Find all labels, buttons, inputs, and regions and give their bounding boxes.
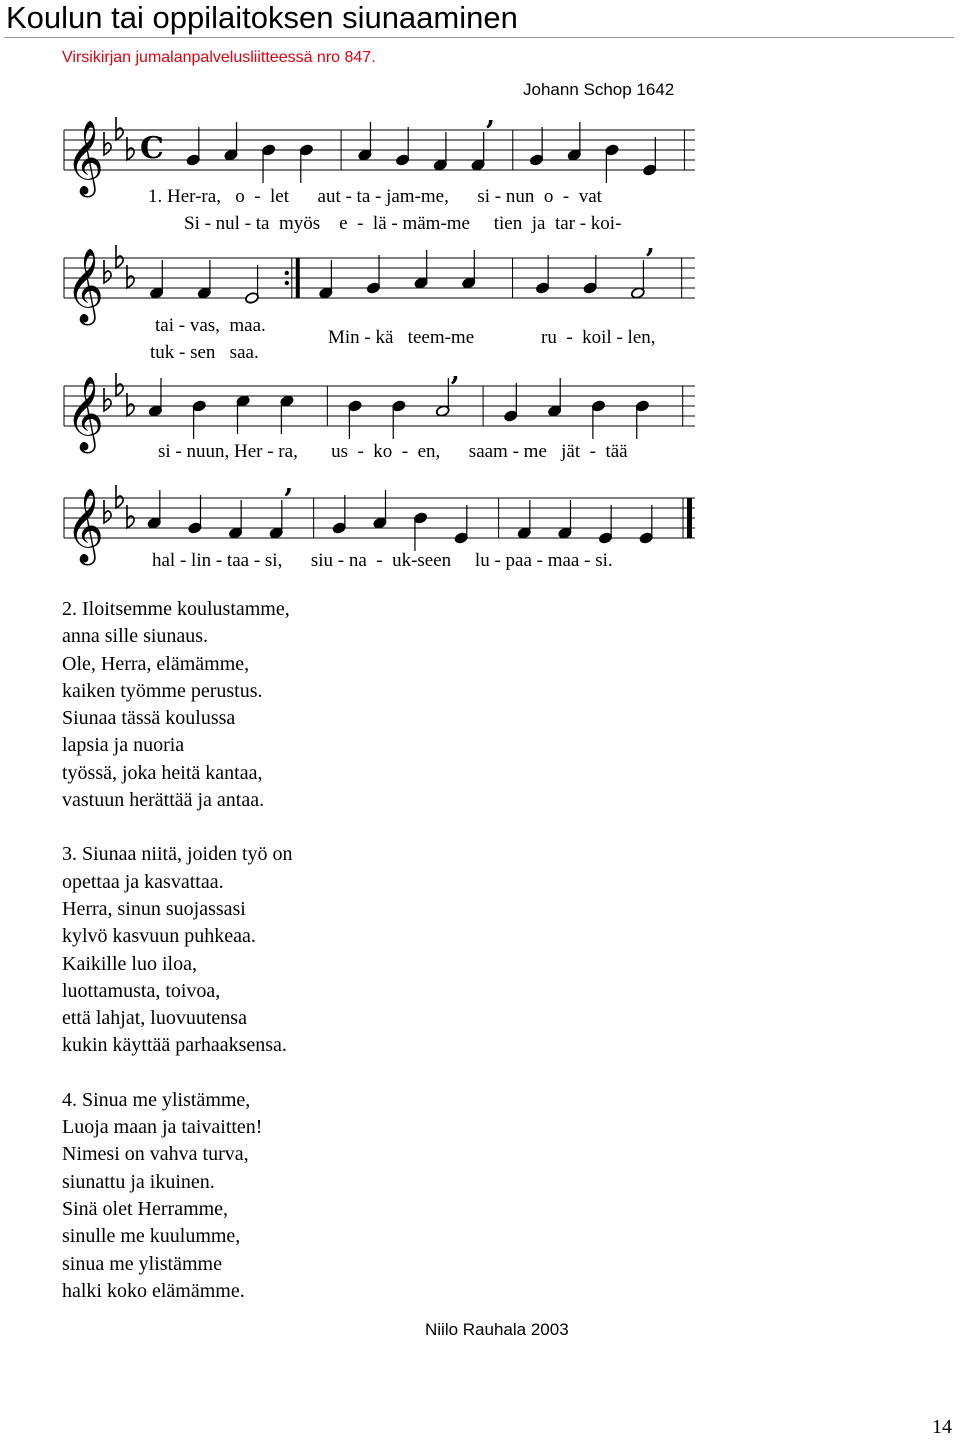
final-barline <box>687 498 692 538</box>
flat-icon <box>104 260 111 283</box>
staff-system-2 <box>0 229 960 323</box>
lyric-line-1a: 1. Her-ra, o - let aut - ta - jam-me, si - nun o - vat <box>148 186 602 207</box>
verse-line: opettaa ja kasvattaa. <box>62 870 224 893</box>
flat-icon <box>104 388 111 411</box>
flat-icon <box>104 132 111 155</box>
verse-line: luottamusta, toivoa, <box>62 979 221 1002</box>
verse-line: halki koko elämämme. <box>62 1279 245 1302</box>
verse-line: Siunaa tässä koulussa <box>62 707 236 730</box>
verse-line: työssä, joka heitä kantaa, <box>62 761 263 784</box>
breath-mark-icon: , <box>486 101 496 131</box>
verse-line: Kaikille luo iloa, <box>62 952 197 975</box>
lyric-line-2d: ru - koil - len, <box>541 327 656 348</box>
treble-clef-icon: 𝄞 <box>66 121 104 195</box>
verse-line: Sinä olet Herramme, <box>62 1197 229 1220</box>
verse-line: että lahjat, luovuutensa <box>62 1007 247 1030</box>
breath-mark-icon: , <box>645 229 655 259</box>
verse-line: Nimesi on vahva turva, <box>62 1143 249 1166</box>
verse-line: sinulle me kuulumme, <box>62 1225 241 1248</box>
verse-2 <box>62 596 293 814</box>
verse-3 <box>62 841 293 1059</box>
flat-icon <box>116 245 123 268</box>
flat-icon <box>116 485 123 508</box>
lyric-line-2b: tuk - sen saa. <box>150 342 259 363</box>
lyric-line-3: si - nuun, Her - ra, us - ko - en, saam - me jät - tää <box>158 441 628 462</box>
page-number: 14 <box>932 1416 952 1438</box>
lyric-line-4: hal - lin - taa - si, siu - na - uk-seen lu - paa - maa - si. <box>152 550 613 571</box>
verse-line: 2. Iloitsemme koulustamme, <box>62 598 290 620</box>
title-divider <box>4 37 954 38</box>
verse-line: 3. Siunaa niitä, joiden työ on <box>62 843 293 866</box>
verse-line: kylvö kasvuun puhkeaa. <box>62 925 256 948</box>
page-title: Koulun tai oppilaitoksen siunaaminen <box>6 0 518 35</box>
verse-line: siunattu ja ikuinen. <box>62 1170 215 1193</box>
composer-credit: Johann Schop 1642 <box>523 80 675 99</box>
verse-line: sinua me ylistämme <box>62 1252 222 1275</box>
repeat-dot <box>285 271 289 275</box>
hymnbook-reference: Virsikirjan jumalanpalvelusliitteessä nro 847. <box>62 49 376 66</box>
flat-icon <box>116 117 123 140</box>
repeat-end-barline <box>296 258 300 298</box>
staff-system-3 <box>0 357 960 451</box>
verse-line: 4. Sinua me ylistämme, <box>62 1088 251 1111</box>
repeat-dot <box>285 281 289 285</box>
verse-line: kaiken työmme perustus. <box>62 679 263 702</box>
lyric-line-2a: tai - vas, maa. <box>155 315 266 336</box>
verse-line: Luoja maan ja taivaitten! <box>62 1116 263 1139</box>
treble-clef-icon: 𝄞 <box>66 377 104 451</box>
flat-icon <box>116 373 123 396</box>
verse-line: kukin käyttää parhaaksensa. <box>62 1034 287 1057</box>
verse-line: anna sille siunaus. <box>62 625 209 648</box>
verse-line: lapsia ja nuoria <box>62 734 185 757</box>
treble-clef-icon: 𝄞 <box>66 249 104 323</box>
lyricist-credit: Niilo Rauhala 2003 <box>425 1320 569 1339</box>
verse-4 <box>62 1087 293 1305</box>
verses <box>62 596 293 1332</box>
lyric-line-2c: Min - kä teem-me <box>328 327 475 348</box>
flat-icon <box>104 500 111 523</box>
breath-mark-icon: , <box>284 469 294 499</box>
time-signature-common: C <box>140 131 164 166</box>
staff-system-1 <box>0 101 960 195</box>
verse-line: Herra, sinun suojassasi <box>62 897 246 920</box>
breath-mark-icon: , <box>450 357 460 387</box>
lyric-line-1b: Si - nul - ta myös e - lä - mäm-me tien ja tar - koi- <box>184 213 622 234</box>
verse-line: vastuun herättää ja antaa. <box>62 789 265 812</box>
treble-clef-icon: 𝄞 <box>66 489 104 563</box>
verse-line: Ole, Herra, elämämme, <box>62 652 250 675</box>
